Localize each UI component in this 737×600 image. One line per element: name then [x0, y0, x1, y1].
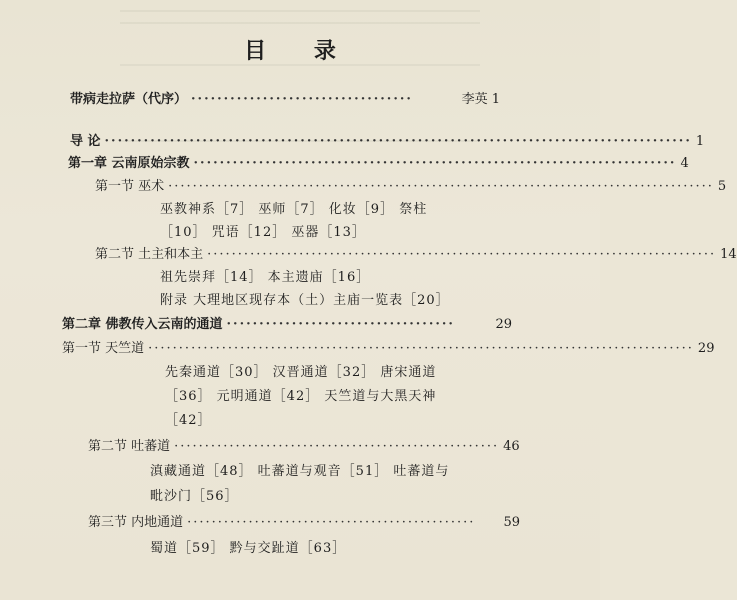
- toc-subitems: ［42］: [165, 413, 212, 428]
- toc-label: 带病走拉萨（代序）: [70, 92, 188, 107]
- toc-entry-ch1-section-1: [95, 178, 727, 196]
- toc-label: 第二节 土主和本主: [95, 247, 204, 262]
- toc-label: 第二节 吐蕃道: [88, 439, 171, 454]
- toc-page: 14: [720, 247, 737, 262]
- toc-leader: ··························································································: [104, 134, 692, 149]
- bleed-through-line: [120, 22, 480, 24]
- toc-subitems: ［36］ 元明通道［42］ 天竺道与大黑天神: [165, 389, 437, 404]
- toc-subitems: 滇藏通道［48］ 吐蕃道与观音［51］ 吐蕃道与: [150, 464, 450, 479]
- toc-subitems: 巫教神系［7］ 巫师［7］ 化妆［9］ 祭柱: [160, 202, 428, 217]
- toc-label: 第一节 巫术: [95, 179, 165, 194]
- toc-page: 李英 1: [461, 92, 500, 107]
- toc-entry-ch2-section-1: [62, 340, 715, 358]
- toc-entry-preface: [70, 91, 500, 109]
- toc-label: 第二章 佛教传入云南的通道: [62, 317, 223, 332]
- toc-label: 导 论: [70, 134, 101, 149]
- bleed-through-line: [120, 10, 480, 12]
- toc-page: 59: [503, 515, 520, 530]
- toc-subitems: ［10］ 咒语［12］ 巫器［13］: [160, 225, 366, 240]
- toc-entry-chapter-2: [62, 316, 512, 334]
- toc-subitems: 毗沙门［56］: [150, 489, 239, 504]
- toc-label: 第一章 云南原始宗教: [68, 156, 190, 171]
- toc-leader: ··········································································: [193, 156, 677, 171]
- page-title: 目 录: [244, 38, 356, 64]
- toc-page: 1: [695, 134, 705, 149]
- toc-leader: ···································: [226, 317, 455, 332]
- toc-label: 第一节 天竺道: [62, 341, 145, 356]
- toc-entry-chapter-1: [68, 155, 689, 173]
- toc-page: 4: [680, 156, 689, 171]
- toc-subitems: 先秦通道［30］ 汉晋通道［32］ 唐宋通道: [165, 365, 437, 380]
- toc-leader: ·····················································: [174, 439, 500, 454]
- toc-entry-intro: [70, 133, 705, 151]
- toc-appendix: 附录 大理地区现存本（土）主庙一览表［20］: [160, 293, 450, 308]
- toc-entry-ch2-section-2: [88, 438, 518, 456]
- toc-leader: ·························································································: [168, 179, 714, 194]
- toc-label: 第三节 内地通道: [88, 515, 184, 530]
- toc-subitems: 祖先崇拜［14］ 本主遗庙［16］: [160, 270, 371, 285]
- toc-page: 46: [503, 439, 520, 454]
- toc-leader: ···················································································: [207, 247, 717, 262]
- toc-leader: ·························································································: [148, 341, 694, 356]
- toc-leader: ···············································: [187, 515, 476, 530]
- toc-subitems: 蜀道［59］ 黔与交趾道［63］: [150, 541, 347, 556]
- toc-page: 29: [495, 317, 512, 332]
- toc-leader: ··································: [191, 92, 413, 107]
- toc-entry-ch1-section-2: [95, 246, 737, 264]
- toc-entry-ch2-section-3: [88, 514, 520, 532]
- toc-page: 29: [697, 341, 715, 356]
- toc-page: 5: [717, 179, 727, 194]
